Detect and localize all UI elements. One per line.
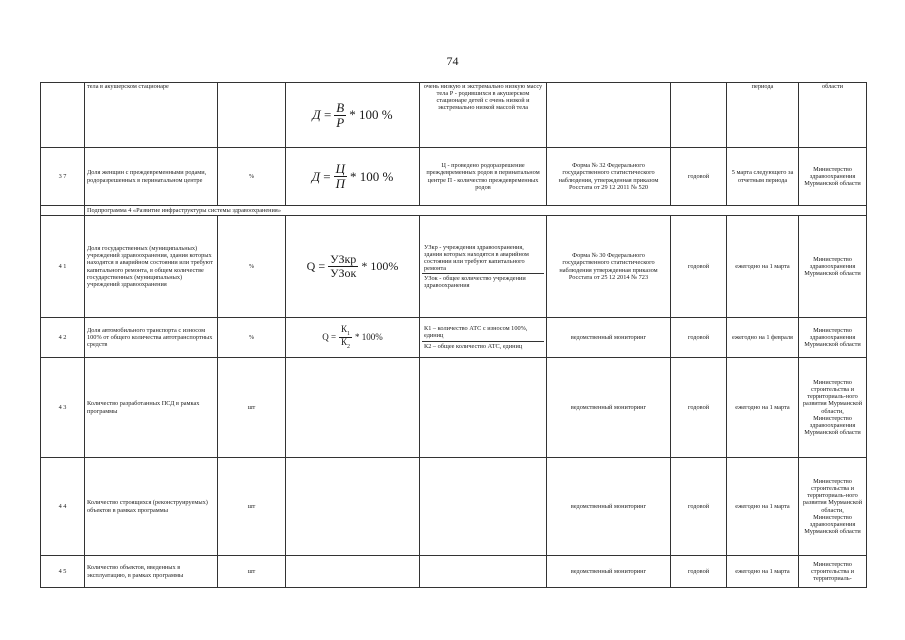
indicator-name: Количество объектов, введенных в эксплуатацию, в рамках программы xyxy=(85,556,218,588)
table-row xyxy=(41,358,867,458)
indicator-name: Количество разработанных ПСД в рамках программы xyxy=(85,358,218,458)
description-part: К2 – общее количество АТС, единиц xyxy=(422,341,544,351)
period-cell xyxy=(671,83,727,148)
source-cell: ведомственный мониторинг xyxy=(547,458,671,556)
responsible-org: Министерство строительства и территориаль- xyxy=(799,556,867,588)
indicator-name: тела в акушерском стационаре xyxy=(85,83,218,148)
deadline-cell: ежегодно на 1 марта xyxy=(727,458,799,556)
formula-description: Ц - проведено родоразрешение преждевременных родов в перинатальном центре П - количество преждевременных родов xyxy=(420,148,547,206)
responsible-org: Министерство здравоохранения Мурманской области xyxy=(799,318,867,358)
row-number: 4 3 xyxy=(41,358,85,458)
responsible-org: Министерство строительства и территориаль-ного развития Мурманской области, Министерство здравоохранения Мурманской области xyxy=(799,458,867,556)
table-row xyxy=(41,148,867,206)
indicators-table xyxy=(40,82,867,588)
deadline-cell: ежегодно на 1 марта xyxy=(727,216,799,318)
indicator-name: Количество строящихся (реконструируемых) объектов в рамках программы xyxy=(85,458,218,556)
formula-cell xyxy=(286,458,420,556)
responsible-org: области xyxy=(799,83,867,148)
formula-description: очень низкую и экстремально низкую массу тела Р - родившихся в акушерском стационаре детей с очень низкой и экстремально низкой массой тела xyxy=(420,83,547,148)
deadline-cell: ежегодно на 1 марта xyxy=(727,358,799,458)
indicator-name: Доля автомобильного транспорта с износом 100% от общего количества автотранспортных средств xyxy=(85,318,218,358)
source-cell: ведомственный мониторинг xyxy=(547,318,671,358)
row-number: 4 4 xyxy=(41,458,85,556)
formula-description xyxy=(420,216,547,318)
subprogram-row xyxy=(41,206,867,216)
formula-description xyxy=(420,358,547,458)
page-number: 74 xyxy=(446,54,459,68)
indicator-name: Доля государственных (муниципальных) учреждений здравоохранения, здания которых находятся в аварийном состоянии или требуют капитального ремонта, в общем количестве государственных (муниципальных) учреждений здравоохранения xyxy=(85,216,218,318)
formula-cell xyxy=(286,83,420,148)
row-number: 4 5 xyxy=(41,556,85,588)
unit-cell xyxy=(218,83,286,148)
formula-cell xyxy=(286,148,420,206)
formula-cell xyxy=(286,556,420,588)
description-part: К1 – количество АТС с износом 100%, единиц xyxy=(424,325,528,340)
formula-description xyxy=(420,556,547,588)
responsible-org: Министерство здравоохранения Мурманской области xyxy=(799,148,867,206)
source-cell: ведомственный мониторинг xyxy=(547,556,671,588)
table-row xyxy=(41,556,867,588)
period-cell: годовой xyxy=(671,556,727,588)
table-row xyxy=(41,216,867,318)
unit-cell: % xyxy=(218,148,286,206)
indicator-name: Доля женщин с преждевременными родами, родоразрешенных в перинатальном центре xyxy=(85,148,218,206)
formula: Д = $\frac{Ц}{П}$ * 100 % xyxy=(311,161,394,191)
formula-description xyxy=(420,318,547,358)
row-number: 4 2 xyxy=(41,318,85,358)
row-number xyxy=(41,83,85,148)
deadline-cell: периода xyxy=(727,83,799,148)
responsible-org: Министерство строительства и территориаль-ного развития Мурманской области, Министерство здравоохранения Мурманской области xyxy=(799,358,867,458)
deadline-cell: ежегодно на 1 февраля xyxy=(727,318,799,358)
period-cell: годовой xyxy=(671,318,727,358)
table-row xyxy=(41,318,867,358)
table-row xyxy=(41,458,867,556)
formula: Д = $\frac{В}{Р}$ * 100 % xyxy=(312,99,393,130)
description-part: УЗкр - учреждения здравоохранения, здания которых находятся в аварийном состоянии или требуют капитального ремонта xyxy=(424,243,529,272)
period-cell: годовой xyxy=(671,458,727,556)
source-cell: Форма № 30 Федерального государственного статистического наблюдения утвержденная приказом Росстата от 25 12 2014 № 723 xyxy=(547,216,671,318)
source-cell: ведомственный мониторинг xyxy=(547,358,671,458)
unit-cell: шт xyxy=(218,458,286,556)
unit-cell: % xyxy=(218,318,286,358)
source-cell: Форма № 32 Федерального государственного статистического наблюдения, утвержденная приказом Росстата от 29 12 2011 № 520 xyxy=(547,148,671,206)
unit-cell: шт xyxy=(218,556,286,588)
period-cell: годовой xyxy=(671,216,727,318)
source-cell xyxy=(547,83,671,148)
deadline-cell: 5 марта следующего за отчетным периода xyxy=(727,148,799,206)
row-number: 4 1 xyxy=(41,216,85,318)
row-number: 3 7 xyxy=(41,148,85,206)
formula-cell xyxy=(286,358,420,458)
formula-cell xyxy=(286,318,420,358)
responsible-org: Министерство здравоохранения Мурманской области xyxy=(799,216,867,318)
unit-cell: % xyxy=(218,216,286,318)
formula: Q = $\frac{\text{УЗкр}}{\text{УЗок}}$ * 100% xyxy=(306,252,399,280)
table-row xyxy=(41,83,867,148)
formula-description xyxy=(420,458,547,556)
row-number xyxy=(41,206,85,216)
formula-cell xyxy=(286,216,420,318)
description-part: УЗок - общее количество учреждении здравоохранения xyxy=(422,273,544,290)
unit-cell: шт xyxy=(218,358,286,458)
deadline-cell: ежегодно на 1 марта xyxy=(727,556,799,588)
subprogram-title: Подпрограмма 4 «Развитие инфраструктуры системы здравоохранения» xyxy=(85,206,867,216)
period-cell: годовой xyxy=(671,358,727,458)
formula: Q = $\frac{К_1}{К_2}$ * 100% xyxy=(322,323,383,350)
period-cell: годовой xyxy=(671,148,727,206)
